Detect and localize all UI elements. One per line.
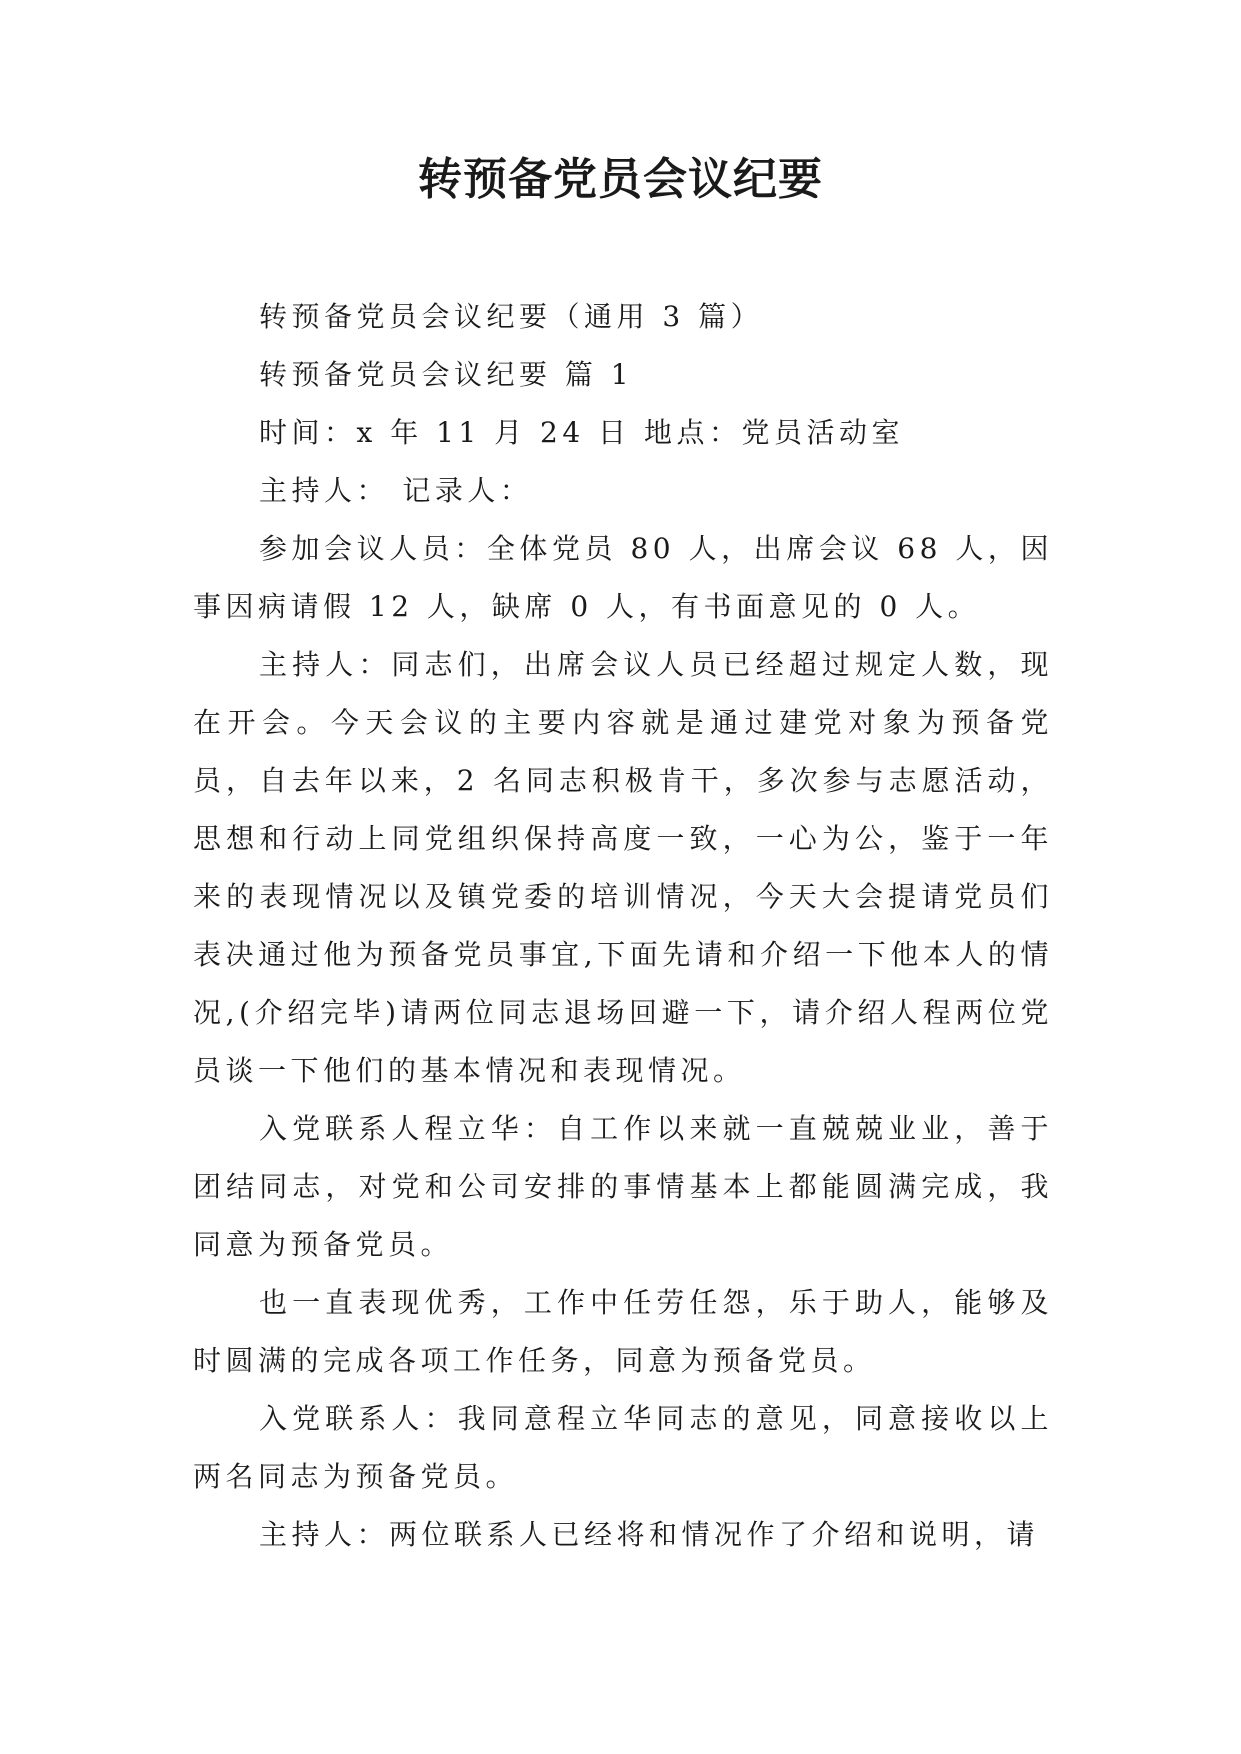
paragraph-contact-cheng: 入党联系人程立华：自工作以来就一直兢兢业业，善于团结同志，对党和公司安排的事情基本上都能圆满完成，我同意为预备党员。 (193, 1112, 1053, 1261)
paragraph-subtitle: 转预备党员会议纪要（通用 3 篇） (259, 300, 764, 333)
paragraph-section-heading: 转预备党员会议纪要 篇 1 (259, 358, 634, 391)
document-body (193, 288, 1053, 1564)
paragraph-performance: 也一直表现优秀，工作中任劳任怨，乐于助人，能够及时圆满的完成各项工作任务，同意为预备党员。 (193, 1286, 1053, 1377)
paragraph-host-continue: 主持人：两位联系人已经将和情况作了介绍和说明，请 (259, 1518, 1040, 1551)
paragraph-host-opening: 主持人：同志们，出席会议人员已经超过规定人数，现在开会。今天会议的主要内容就是通过建党对象为预备党员，自去年以来，2 名同志积极肯干，多次参与志愿活动，思想和行动上同党组织保持高度一致，一心为公，鉴于一年来的表现情况以及镇党委的培训情况，今天大会提请党员们表决通过他为预备党员事宜,下面先请和介绍一下他本人的情况,(介绍完毕)请两位同志退场回避一下，请介绍人程两位党员谈一下他们的基本情况和表现情况。 (193, 648, 1053, 1087)
paragraph-attendees: 参加会议人员：全体党员 80 人，出席会议 68 人，因事因病请假 12 人，缺席 0 人，有书面意见的 0 人。 (193, 532, 1053, 623)
paragraph-contact-agree: 入党联系人：我同意程立华同志的意见，同意接收以上两名同志为预备党员。 (193, 1402, 1053, 1493)
paragraph-time-location: 时间：x 年 11 月 24 日 地点：党员活动室 (259, 416, 904, 449)
document-title: 转预备党员会议纪要 (418, 154, 823, 205)
paragraph-host-recorder: 主持人： 记录人： (259, 474, 533, 507)
